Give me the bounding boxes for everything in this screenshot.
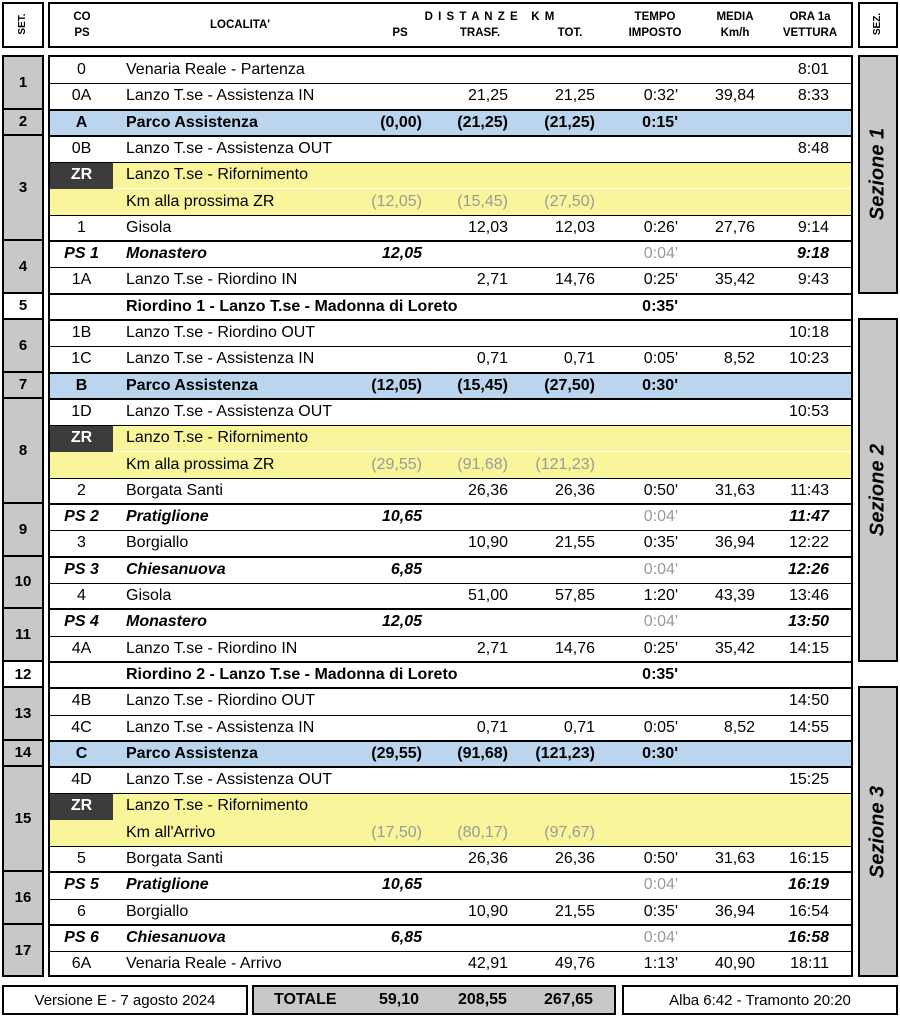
cell-total-km: 14,76 (554, 271, 595, 289)
sector-number: 3 (2, 134, 44, 241)
cell-location: Lanzo T.se - Riordino IN (126, 639, 298, 657)
row-divider (48, 503, 853, 505)
cell-avg-speed: 8,52 (723, 718, 755, 736)
cell-location: Lanzo T.se - Rifornimento (126, 166, 309, 184)
cell-transfer-km: 10,90 (467, 902, 508, 920)
cell-target-time: 0:30' (642, 744, 678, 762)
table-header (48, 2, 853, 48)
cell-avg-speed: 31,63 (714, 481, 755, 499)
cell-target-time: 0:30' (642, 376, 678, 394)
cell-avg-speed: 43,39 (714, 587, 755, 604)
table-row (50, 399, 851, 425)
cell-avg-speed: 27,76 (714, 218, 755, 236)
refuel-zone-code: ZR (70, 797, 93, 815)
cell-code: PS 2 (64, 508, 99, 526)
cell-location: Chiesanuova (126, 928, 226, 946)
row-divider (48, 319, 853, 321)
section-label: Sezione 2 (866, 443, 889, 537)
special-stage-row (50, 241, 851, 267)
cell-transfer-km: 26,36 (467, 850, 508, 867)
sector-number: 9 (2, 502, 44, 557)
cell-total-km: (121,23) (535, 744, 595, 762)
cell-transfer-km: 10,90 (467, 534, 508, 552)
cell-target-time: 0:50' (643, 481, 678, 499)
cell-transfer-km: (91,68) (457, 744, 508, 762)
cell-location: Borgata Santi (126, 481, 223, 499)
sector-number: 14 (2, 739, 44, 767)
row-divider (48, 766, 853, 768)
cell-ps-km: (29,55) (371, 744, 422, 762)
refuel-row (50, 425, 851, 451)
cell-code: 6A (71, 955, 92, 973)
cell-code: PS 1 (64, 245, 99, 263)
totals-box (252, 985, 616, 1015)
table-row (50, 530, 851, 556)
sector-number: 13 (2, 686, 44, 741)
cell-transfer-km: 26,36 (467, 481, 508, 499)
row-divider (50, 346, 851, 347)
cell-target-time: 0:50' (643, 850, 678, 867)
cell-location: Venaria Reale - Partenza (126, 61, 305, 78)
cell-total-km: 26,36 (554, 850, 595, 867)
cell-code: 4C (71, 718, 92, 736)
row-divider (50, 425, 851, 426)
cell-location: Parco Assistenza (126, 113, 258, 131)
cell-code: PS 5 (64, 876, 99, 894)
cell-ps-km: 6,85 (390, 928, 422, 946)
cell-total-km: 0,71 (563, 350, 595, 368)
cell-transfer-km: 2,71 (476, 271, 508, 289)
cell-code: 1A (71, 271, 92, 289)
cell-location: Gisola (126, 587, 172, 604)
sector-number: 8 (2, 397, 44, 504)
table-row (50, 215, 851, 241)
cell-ps-km: 6,85 (390, 560, 422, 578)
cell-location: Lanzo T.se - Riordino OUT (126, 324, 316, 341)
cell-location: Borgata Santi (126, 850, 223, 867)
row-divider (48, 740, 853, 742)
cell-target-time: 0:35' (643, 902, 678, 920)
cell-code: 0 (77, 61, 86, 78)
sector-number: 2 (2, 108, 44, 136)
cell-avg-speed: 31,63 (714, 850, 755, 867)
cell-location: Pratiglione (126, 508, 209, 526)
cell-target-time: 0:05' (643, 350, 678, 368)
sector-number: 4 (2, 239, 44, 294)
row-divider (50, 636, 851, 637)
row-divider (50, 899, 851, 900)
totale-ps: 59,10 (379, 991, 420, 1008)
cell-target-time: 0:05' (643, 718, 678, 736)
cell-ps-km: (12,05) (371, 376, 422, 394)
cell-first-car-time: 11:47 (789, 508, 829, 526)
table-row (50, 951, 851, 977)
cell-location: Lanzo T.se - Assistenza OUT (126, 771, 333, 789)
cell-target-time: 0:04' (643, 876, 678, 894)
cell-location: Borgiallo (126, 902, 189, 920)
cell-location: Lanzo T.se - Assistenza OUT (126, 139, 333, 157)
sector-number: 16 (2, 870, 44, 925)
cell-code: B (75, 376, 88, 394)
header-ora: ORA 1a (789, 11, 831, 23)
cell-ps-km: 12,05 (381, 245, 422, 263)
cell-location: Lanzo T.se - Rifornimento (126, 429, 309, 447)
section-header-label: SEZ. (872, 12, 883, 36)
cell-first-car-time: 12:26 (788, 560, 829, 578)
cell-total-km: (121,23) (535, 455, 595, 473)
cell-transfer-km: (91,68) (457, 455, 508, 473)
row-divider (50, 951, 851, 952)
cell-location: Riordino 1 - Lanzo T.se - Madonna di Loreto (126, 297, 458, 315)
cell-total-km: 21,55 (554, 902, 595, 920)
cell-target-time: 0:35' (642, 665, 678, 683)
cell-location: Lanzo T.se - Assistenza IN (126, 718, 315, 736)
cell-ps-km: 10,65 (381, 876, 422, 894)
cell-location: Pratiglione (126, 876, 209, 894)
sector-number: 5 (2, 292, 44, 320)
cell-code: PS 3 (64, 560, 99, 578)
cell-code: 1B (71, 324, 92, 341)
cell-first-car-time: 16:19 (788, 876, 829, 894)
cell-first-car-time: 13:46 (788, 587, 829, 604)
header-localita: LOCALITA' (209, 19, 270, 31)
row-divider (48, 109, 853, 111)
cell-total-km: 21,55 (554, 534, 595, 552)
special-stage-row (50, 557, 851, 583)
cell-first-car-time: 16:54 (788, 902, 829, 920)
refuel-row (50, 189, 851, 215)
section-label: Sezione 3 (866, 785, 889, 878)
cell-first-car-time: 8:33 (797, 87, 829, 105)
cell-first-car-time: 10:23 (788, 350, 829, 368)
special-stage-row (50, 872, 851, 898)
sector-header-label: SET. (17, 13, 28, 35)
cell-transfer-km: 42,91 (467, 955, 508, 973)
cell-avg-speed: 35,42 (714, 639, 755, 657)
service-park-row (50, 741, 851, 767)
cell-first-car-time: 15:25 (788, 771, 829, 789)
sector-number: 10 (2, 555, 44, 610)
cell-transfer-km: 2,71 (476, 639, 508, 657)
cell-code: 0A (71, 87, 92, 105)
cell-total-km: 21,25 (554, 87, 595, 105)
cell-total-km: 14,76 (554, 639, 595, 657)
table-row (50, 83, 851, 109)
cell-ps-km: (17,50) (371, 823, 422, 841)
cell-target-time: 0:04' (643, 928, 678, 946)
refuel-row (50, 162, 851, 188)
cell-code: 4D (71, 771, 92, 789)
header-distanze: D I S T A N Z E K M (424, 11, 556, 23)
row-divider (48, 372, 853, 374)
cell-target-time: 0:04' (643, 245, 678, 263)
cell-location: Parco Assistenza (126, 744, 258, 762)
row-divider (50, 83, 851, 84)
cell-avg-speed: 35,42 (714, 271, 755, 289)
cell-first-car-time: 12:22 (788, 534, 829, 552)
section-box (858, 318, 898, 662)
cell-code: 2 (77, 481, 86, 499)
version-label: Versione E - 7 agosto 2024 (2, 985, 248, 1015)
cell-code: PS 4 (64, 613, 99, 631)
cell-transfer-km: (15,45) (457, 376, 508, 394)
cell-code: 3 (77, 534, 86, 552)
code-column-divider (113, 57, 114, 975)
cell-code: 1C (71, 350, 92, 368)
table-row (50, 636, 851, 662)
cell-transfer-km: 0,71 (476, 350, 508, 368)
row-divider (48, 871, 853, 873)
cell-total-km: (97,67) (544, 823, 595, 841)
cell-first-car-time: 14:50 (788, 692, 829, 710)
header-tot: TOT. (557, 27, 583, 39)
cell-target-time: 0:04' (643, 613, 678, 631)
table-row (50, 267, 851, 293)
row-divider (48, 556, 853, 558)
refuel-row (50, 452, 851, 478)
cell-target-time: 0:32' (643, 87, 678, 105)
cell-avg-speed: 8,52 (723, 350, 755, 368)
cell-transfer-km: 12,03 (467, 218, 508, 236)
table-row (50, 583, 851, 609)
table-row (50, 320, 851, 346)
cell-target-time: 0:35' (642, 297, 678, 315)
cell-location: Riordino 2 - Lanzo T.se - Madonna di Loreto (126, 665, 458, 683)
sector-number: 6 (2, 318, 44, 373)
cell-location: Venaria Reale - Arrivo (126, 955, 282, 973)
cell-first-car-time: 10:18 (788, 324, 829, 341)
row-divider (50, 162, 851, 163)
cell-ps-km: (29,55) (371, 455, 422, 473)
cell-target-time: 0:15' (642, 113, 678, 131)
row-divider (48, 240, 853, 242)
header-imposto: IMPOSTO (628, 27, 682, 39)
header-co: CO (73, 11, 91, 23)
row-divider (50, 215, 851, 216)
cell-ps-km: 10,65 (381, 508, 422, 526)
cell-code: 0B (71, 139, 92, 157)
refuel-zone-code: ZR (70, 429, 93, 447)
cell-total-km: (21,25) (544, 113, 595, 131)
sun-times: Alba 6:42 - Tramonto 20:20 (622, 985, 898, 1015)
special-stage-row (50, 609, 851, 635)
cell-location: Chiesanuova (126, 560, 226, 578)
table-row (50, 136, 851, 162)
cell-code: A (75, 113, 88, 131)
cell-total-km: (27,50) (544, 376, 595, 394)
row-divider (48, 135, 853, 137)
cell-first-car-time: 9:18 (796, 245, 829, 263)
cell-code: 4B (71, 692, 92, 710)
service-park-row (50, 373, 851, 399)
cell-code: 1D (71, 402, 92, 420)
special-stage-row (50, 504, 851, 530)
cell-transfer-km: 0,71 (476, 718, 508, 736)
cell-location: Parco Assistenza (126, 376, 258, 394)
table-row (50, 715, 851, 741)
row-divider (48, 398, 853, 400)
cell-location: Monastero (126, 613, 207, 631)
cell-avg-speed: 40,90 (714, 955, 755, 973)
cell-code: 5 (77, 850, 86, 867)
cell-transfer-km: (15,45) (457, 192, 508, 210)
cell-total-km: 0,71 (563, 718, 595, 736)
cell-ps-km: 12,05 (381, 613, 422, 631)
row-divider (48, 293, 853, 295)
totale-tot: 267,65 (544, 991, 593, 1008)
cell-location: Km alla prossima ZR (126, 455, 275, 473)
cell-location: Lanzo T.se - Riordino OUT (126, 692, 316, 710)
cell-code: 4A (71, 639, 92, 657)
cell-first-car-time: 9:43 (797, 271, 829, 289)
section-box (858, 55, 898, 294)
totale-trasf: 208,55 (458, 991, 507, 1008)
refuel-zone-code: ZR (70, 166, 93, 184)
refuel-row (50, 820, 851, 846)
table-row (50, 688, 851, 714)
header-tempo: TEMPO (634, 11, 676, 23)
table-row (50, 846, 851, 872)
table-row (50, 478, 851, 504)
cell-target-time: 1:20' (643, 587, 678, 604)
sector-number: 11 (2, 607, 44, 662)
section-box (858, 686, 898, 977)
cell-total-km: 57,85 (554, 587, 595, 604)
cell-code: PS 6 (64, 928, 99, 946)
cell-location: Borgiallo (126, 534, 189, 552)
cell-code: 4 (77, 587, 86, 604)
row-divider (50, 715, 851, 716)
row-divider (48, 661, 853, 663)
cell-code: C (75, 744, 88, 762)
row-divider (48, 924, 853, 926)
table-row (50, 346, 851, 372)
row-divider (50, 267, 851, 268)
cell-transfer-km: 51,00 (467, 587, 508, 604)
cell-transfer-km: 21,25 (467, 87, 508, 105)
cell-location: Lanzo T.se - Assistenza OUT (126, 402, 333, 420)
cell-target-time: 0:04' (643, 560, 678, 578)
cell-location: Monastero (126, 245, 207, 263)
cell-avg-speed: 39,84 (714, 87, 755, 105)
service-park-row (50, 110, 851, 136)
regroup-row (50, 294, 851, 320)
cell-first-car-time: 8:48 (797, 139, 829, 157)
header-ps: PS (392, 27, 408, 39)
cell-ps-km: (0,00) (380, 113, 422, 131)
section-label: Sezione 1 (866, 128, 889, 221)
cell-first-car-time: 10:53 (788, 402, 829, 420)
cell-total-km: 26,36 (554, 481, 595, 499)
cell-target-time: 0:35' (643, 534, 678, 552)
sector-number: 17 (2, 923, 44, 978)
table-row (50, 899, 851, 925)
header-vettura: VETTURA (782, 27, 838, 39)
row-divider (50, 846, 851, 847)
cell-avg-speed: 36,94 (714, 902, 755, 920)
cell-location: Km alla prossima ZR (126, 192, 275, 210)
refuel-row (50, 793, 851, 819)
cell-code: 1 (77, 218, 86, 236)
sector-number: 12 (2, 660, 44, 688)
row-divider (48, 687, 853, 689)
cell-location: Gisola (126, 218, 172, 236)
cell-first-car-time: 16:15 (788, 850, 829, 867)
cell-transfer-km: (80,17) (457, 823, 508, 841)
sector-number: 1 (2, 55, 44, 110)
cell-target-time: 0:26' (643, 218, 678, 236)
cell-total-km: (27,50) (544, 192, 595, 210)
table-row (50, 767, 851, 793)
cell-location: Km all'Arrivo (126, 823, 216, 841)
cell-target-time: 1:13' (643, 955, 678, 973)
row-divider (50, 478, 851, 479)
cell-first-car-time: 13:50 (788, 613, 829, 631)
header-ps-code: PS (74, 27, 90, 39)
cell-location: Lanzo T.se - Assistenza IN (126, 350, 315, 368)
row-divider (50, 793, 851, 794)
cell-avg-speed: 36,94 (714, 534, 755, 552)
cell-target-time: 0:25' (643, 639, 678, 657)
cell-first-car-time: 14:55 (788, 718, 829, 736)
header-trasf: TRASF. (459, 27, 501, 39)
totale-label: TOTALE (274, 991, 337, 1008)
table-row (50, 57, 851, 83)
cell-total-km: 12,03 (554, 218, 595, 236)
cell-first-car-time: 11:43 (790, 481, 829, 499)
cell-ps-km: (12,05) (371, 192, 422, 210)
cell-first-car-time: 16:58 (788, 928, 829, 946)
header-kmh: Km/h (720, 27, 750, 39)
cell-location: Lanzo T.se - Riordino IN (126, 271, 298, 289)
cell-location: Lanzo T.se - Assistenza IN (126, 87, 315, 105)
cell-target-time: 0:04' (643, 508, 678, 526)
sector-number: 15 (2, 765, 44, 872)
cell-first-car-time: 8:01 (797, 61, 829, 78)
header-media: MEDIA (716, 11, 754, 23)
cell-first-car-time: 18:11 (790, 955, 829, 973)
cell-transfer-km: (21,25) (457, 113, 508, 131)
cell-target-time: 0:25' (643, 271, 678, 289)
special-stage-row (50, 925, 851, 951)
regroup-row (50, 662, 851, 688)
cell-first-car-time: 14:15 (788, 639, 829, 657)
cell-total-km: 49,76 (554, 955, 595, 973)
sector-number: 7 (2, 371, 44, 399)
row-divider (48, 608, 853, 610)
cell-code: 6 (77, 902, 86, 920)
cell-location: Lanzo T.se - Rifornimento (126, 797, 309, 815)
row-divider (50, 530, 851, 531)
cell-first-car-time: 9:14 (797, 218, 829, 236)
row-divider (50, 583, 851, 584)
